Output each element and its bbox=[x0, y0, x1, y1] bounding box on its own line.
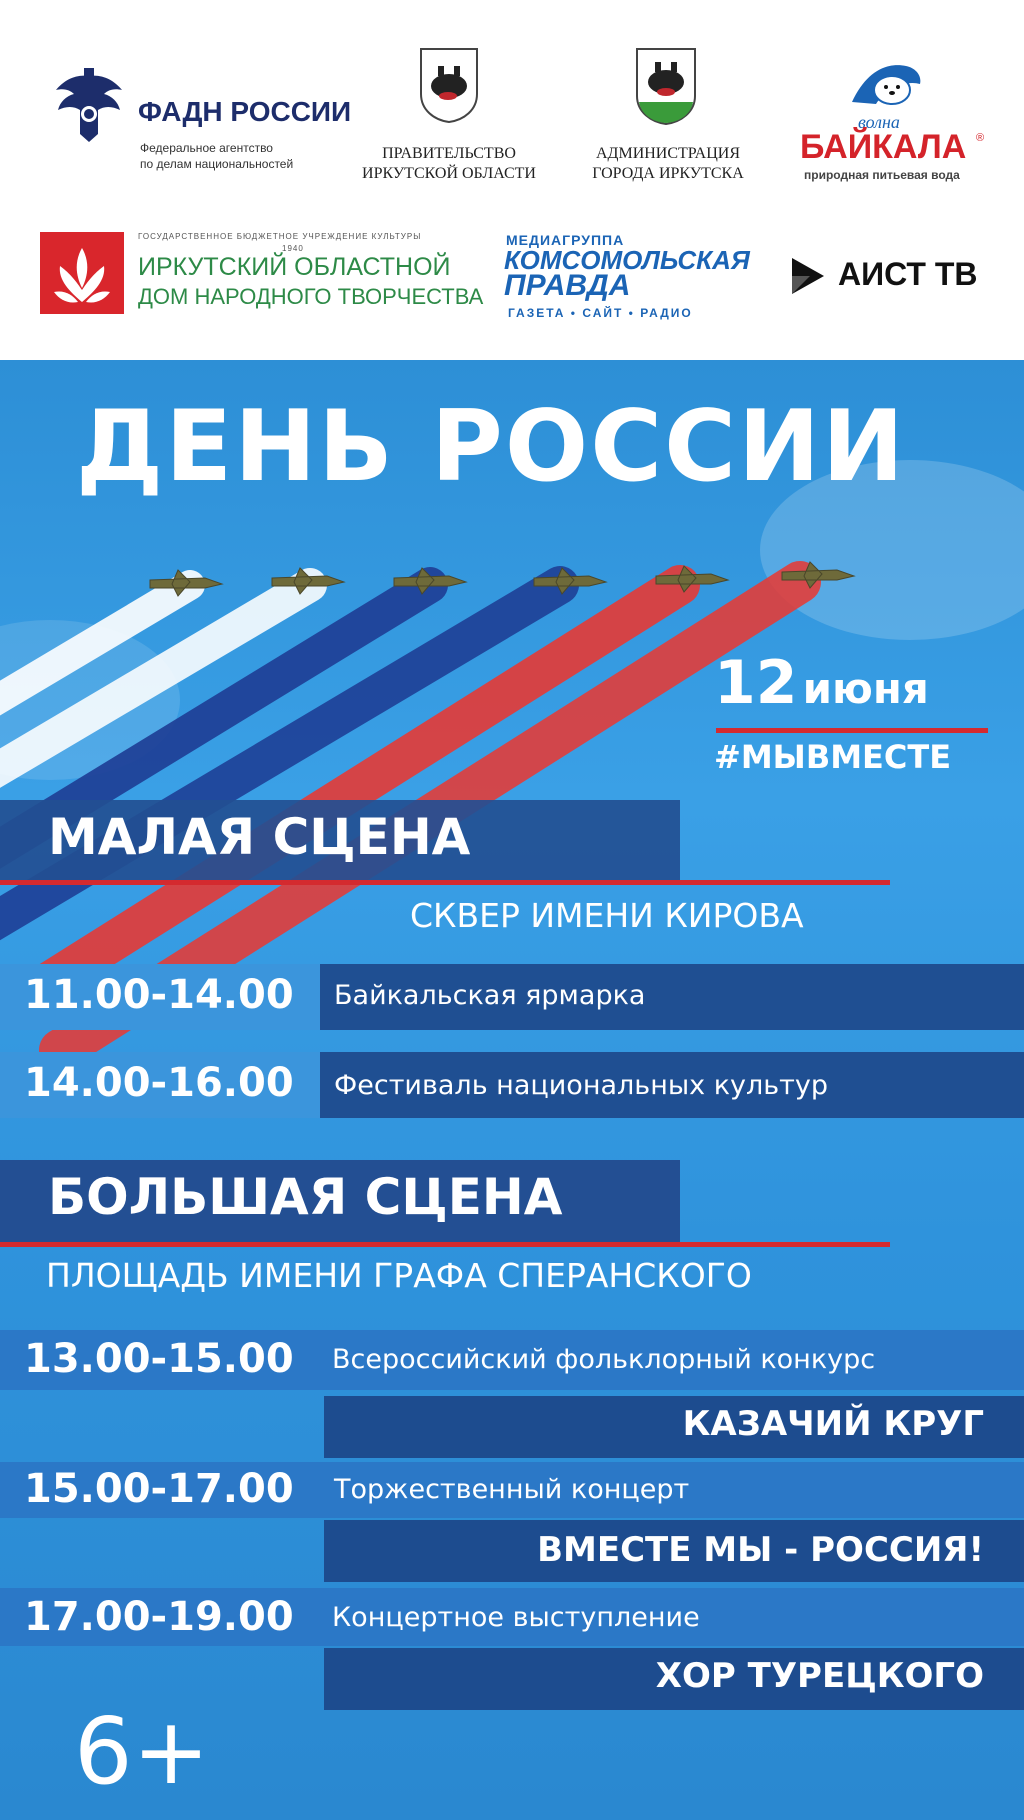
small-event-2-time: 14.00-16.00 bbox=[24, 1060, 294, 1106]
kp-subtitle: ГАЗЕТА • САЙТ • РАДИО bbox=[508, 306, 693, 320]
seal-logo-icon bbox=[846, 52, 926, 114]
irkutsk-city-coat-of-arms-icon bbox=[634, 46, 698, 126]
date-underline bbox=[716, 728, 988, 733]
irkutsk-region-coat-of-arms-icon bbox=[418, 46, 480, 124]
event-date bbox=[714, 648, 929, 718]
poster-sky-background bbox=[0, 360, 1024, 1820]
big-event-1-name: Всероссийский фольклорный конкурс bbox=[332, 1344, 876, 1375]
fadn-title: ФАДН РОССИИ bbox=[138, 96, 352, 127]
age-rating: 6+ bbox=[74, 1698, 210, 1805]
big-stage-underline bbox=[0, 1242, 890, 1247]
kp-top: МЕДИАГРУППА bbox=[506, 232, 625, 248]
fadn-subtitle-2: по делам национальностей bbox=[140, 157, 294, 171]
small-event-2-name: Фестиваль национальных культур bbox=[334, 1070, 829, 1101]
big-event-3-performer: ХОР ТУРЕЦКОГО bbox=[655, 1656, 984, 1696]
kp-line1: КОМСОМОЛЬСКАЯ bbox=[504, 245, 750, 275]
big-stage-venue: ПЛОЩАДЬ ИМЕНИ ГРАФА СПЕРАНСКОГО bbox=[46, 1256, 752, 1295]
baikal-registered: ® bbox=[976, 132, 985, 144]
big-event-3-name: Концертное выступление bbox=[332, 1602, 700, 1633]
admin-city-line2: ГОРОДА ИРКУТСКА bbox=[592, 165, 744, 182]
poster-title: ДЕНЬ РОССИИ bbox=[76, 390, 907, 504]
fadn-subtitle-1: Федеральное агентство bbox=[140, 141, 273, 155]
sponsor-header bbox=[0, 0, 1024, 360]
small-stage-title: МАЛАЯ СЦЕНА bbox=[48, 808, 471, 866]
date-day: 12 bbox=[714, 648, 798, 718]
folk-house-line2: ДОМ НАРОДНОГО ТВОРЧЕСТВА bbox=[138, 284, 484, 309]
baikal-brand: БАЙКАЛА bbox=[800, 128, 967, 166]
big-event-3-time: 17.00-19.00 bbox=[24, 1594, 294, 1640]
folk-house-line1: ИРКУТСКИЙ ОБЛАСТНОЙ bbox=[138, 253, 451, 281]
folk-house-year: 1940 bbox=[282, 244, 304, 253]
small-stage-underline bbox=[0, 880, 890, 885]
gov-region-line2: ИРКУТСКОЙ ОБЛАСТИ bbox=[362, 165, 536, 182]
big-stage-title: БОЛЬШАЯ СЦЕНА bbox=[48, 1168, 563, 1226]
big-event-1-performer: КАЗАЧИЙ КРУГ bbox=[682, 1404, 984, 1444]
gov-region-line1: ПРАВИТЕЛЬСТВО bbox=[382, 145, 516, 162]
big-event-1-time: 13.00-15.00 bbox=[24, 1336, 294, 1382]
date-month: июня bbox=[802, 664, 929, 713]
kp-line2: ПРАВДА bbox=[504, 269, 631, 302]
baikal-script: волна bbox=[858, 112, 900, 132]
aist-play-icon bbox=[790, 256, 826, 296]
aist-tv-label: АИСТ ТВ bbox=[838, 256, 978, 292]
hashtag: #МЫВМЕСТЕ bbox=[714, 738, 952, 776]
folk-flower-icon bbox=[40, 232, 124, 314]
admin-city-line1: АДМИНИСТРАЦИЯ bbox=[596, 145, 740, 162]
small-event-1-name: Байкальская ярмарка bbox=[334, 980, 646, 1011]
big-event-2-name: Торжественный концерт bbox=[334, 1474, 690, 1505]
big-event-2-time: 15.00-17.00 bbox=[24, 1466, 294, 1512]
big-event-2-performer: ВМЕСТЕ МЫ - РОССИЯ! bbox=[537, 1530, 984, 1570]
folk-house-top: ГОСУДАРСТВЕННОЕ БЮДЖЕТНОЕ УЧРЕЖДЕНИЕ КУЛЬТУРЫ bbox=[138, 232, 422, 241]
small-event-1-time: 11.00-14.00 bbox=[24, 972, 294, 1018]
baikal-subtitle: природная питьевая вода bbox=[804, 168, 960, 182]
double-eagle-emblem-icon bbox=[46, 64, 132, 150]
small-stage-venue: СКВЕР ИМЕНИ КИРОВА bbox=[410, 896, 804, 935]
